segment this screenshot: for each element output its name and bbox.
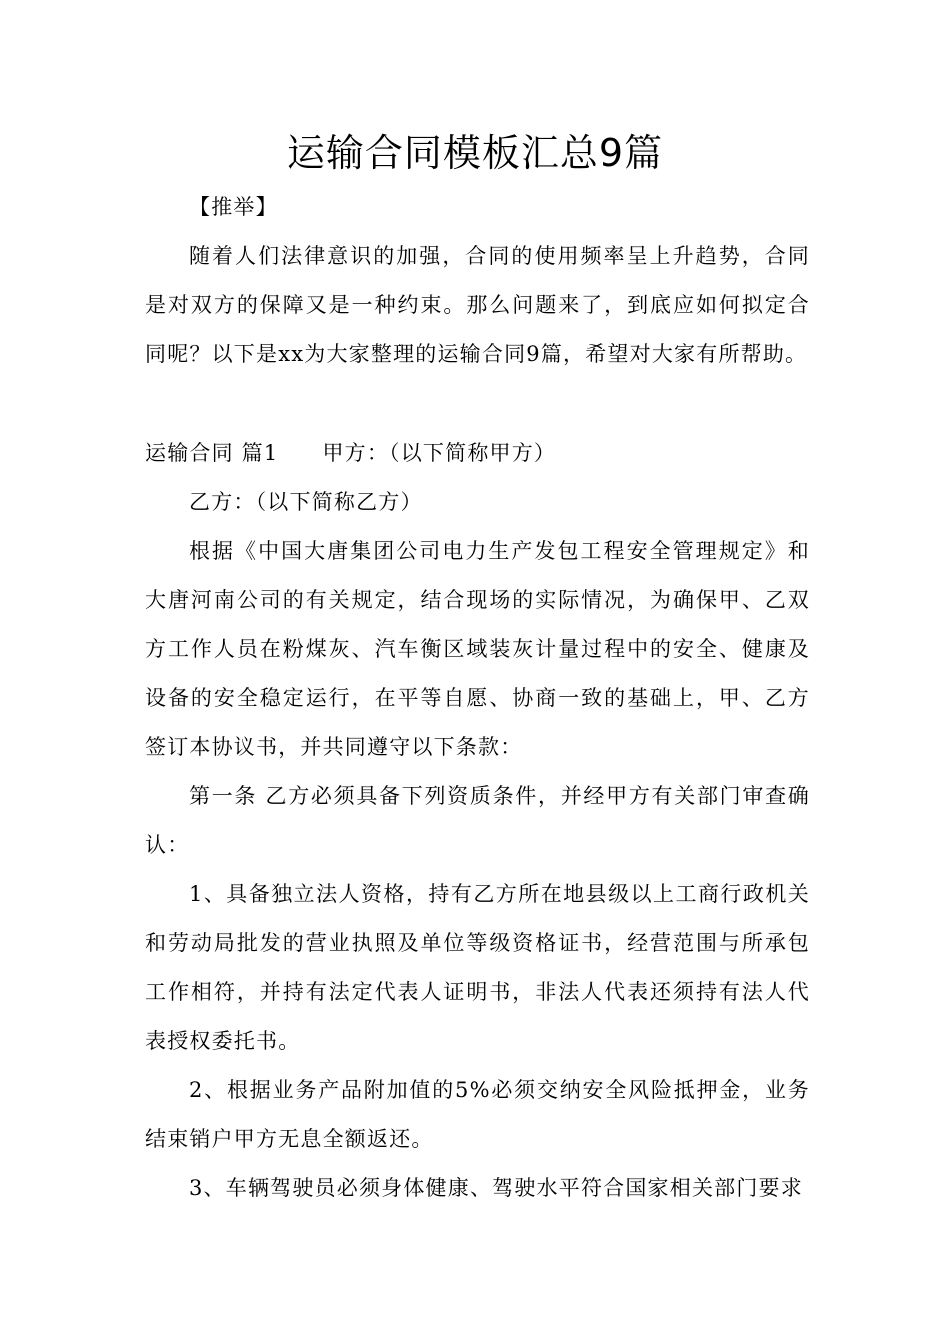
document-body (145, 183, 810, 1213)
party-a-line: 甲方：（以下简称甲方） (322, 441, 557, 465)
intro-paragraph: 随着人们法律意识的加强，合同的使用频率呈上升趋势，合同是对双方的保障又是一种约束。那么问题来了，到底应如何拟定合同呢？以下是xx为大家整理的运输合同9篇，希望对大家有所帮助。 (145, 244, 810, 366)
recommend-label: 【推举】 (189, 195, 278, 219)
list-item-2: 2、根据业务产品附加值的5%必须交纳安全风险抵押金，业务结束销户甲方无息全额返还。 (145, 1078, 810, 1151)
document-title: 运输合同模板汇总9篇 (286, 131, 664, 175)
article-1: 第一条 乙方必须具备下列资质条件，并经甲方有关部门审查确认： (145, 784, 810, 857)
list-item-1: 1、具备独立法人资格，持有乙方所在地县级以上工商行政机关和劳动局批发的营业执照及单位等级资格证书，经营范围与所承包工作相符，并持有法定代表人证明书，非法人代表还须持有法人代表授权委托书。 (145, 882, 810, 1053)
party-b-line: 乙方：（以下简称乙方） (189, 490, 423, 514)
section-heading: 运输合同 篇1 (145, 441, 279, 465)
basis-paragraph: 根据《中国大唐集团公司电力生产发包工程安全管理规定》和大唐河南公司的有关规定，结合现场的实际情况，为确保甲、乙双方工作人员在粉煤灰、汽车衡区域装灰计量过程中的安全、健康及设备的安全稳定运行，在平等自愿、协商一致的基础上，甲、乙方签订本协议书，并共同遵守以下条款： (145, 539, 810, 759)
paragraph-spacer (145, 379, 810, 429)
list-item-3: 3、车辆驾驶员必须身体健康、驾驶水平符合国家相关部门要求 (189, 1176, 803, 1200)
section-heading-line (145, 429, 810, 478)
